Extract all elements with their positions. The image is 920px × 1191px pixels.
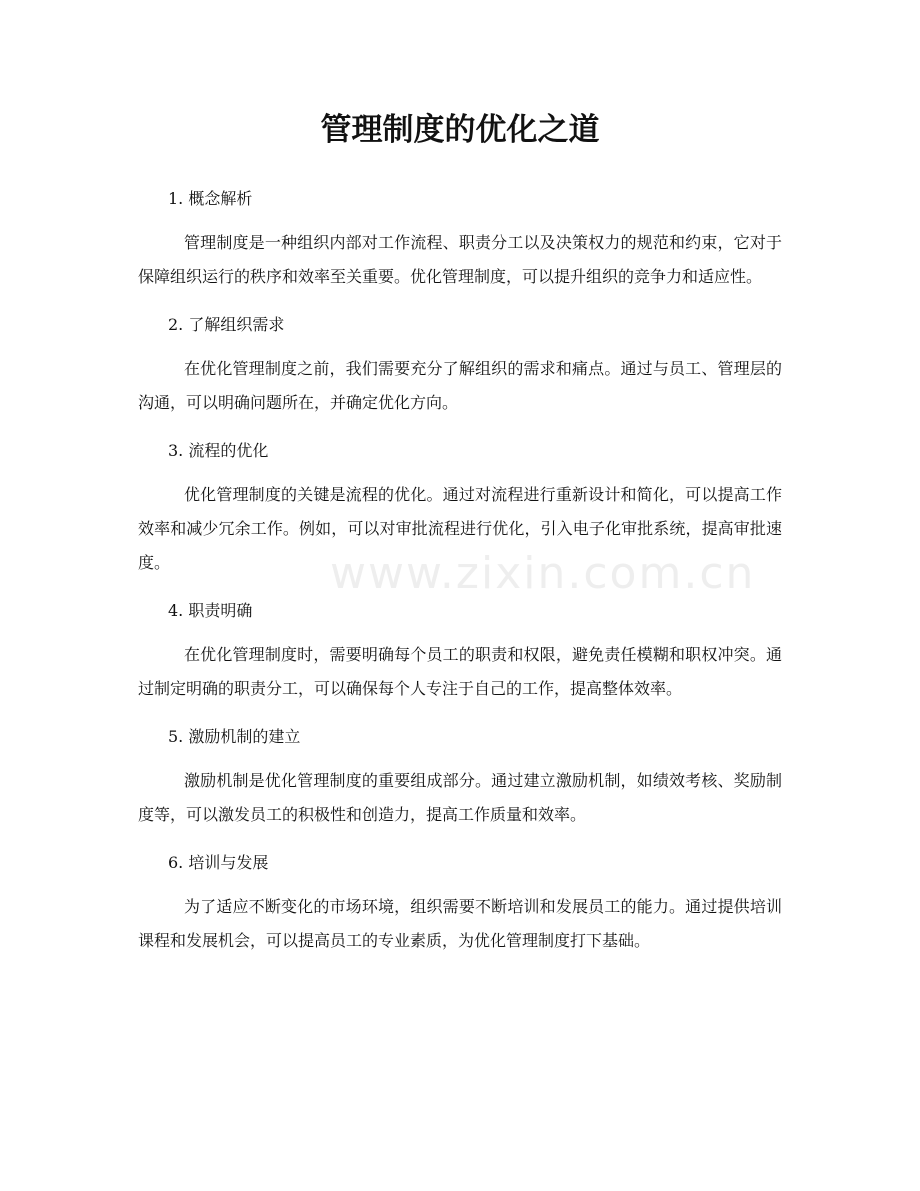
page-title: 管理制度的优化之道 [320,112,600,148]
section-5 [138,720,782,832]
watermark: www.zixin.com.cn [330,548,756,599]
section-paragraph: 优化管理制度的关键是流程的优化。通过对流程进行重新设计和简化，可以提高工作效率和减少冗余工作。例如，可以对审批流程进行优化，引入电子化审批系统，提高审批速度。 [138,485,782,572]
section-heading: 1. 概念解析 [168,189,253,208]
section-2 [138,308,782,420]
section-3 [138,434,782,580]
document-body [138,182,782,972]
section-heading: 6. 培训与发展 [168,853,269,872]
section-paragraph: 在优化管理制度之前，我们需要充分了解组织的需求和痛点。通过与员工、管理层的沟通，可以明确问题所在，并确定优化方向。 [138,359,782,412]
section-paragraph: 管理制度是一种组织内部对工作流程、职责分工以及决策权力的规范和约束，它对于保障组织运行的秩序和效率至关重要。优化管理制度，可以提升组织的竞争力和适应性。 [138,233,782,286]
section-paragraph: 为了适应不断变化的市场环境，组织需要不断培训和发展员工的能力。通过提供培训课程和发展机会，可以提高员工的专业素质，为优化管理制度打下基础。 [138,897,782,950]
section-1 [138,182,782,294]
section-4 [138,594,782,706]
section-paragraph: 在优化管理制度时，需要明确每个员工的职责和权限，避免责任模糊和职权冲突。通过制定明确的职责分工，可以确保每个人专注于自己的工作，提高整体效率。 [138,645,782,698]
section-heading: 4. 职责明确 [168,601,253,620]
section-heading: 2. 了解组织需求 [168,315,285,334]
section-6 [138,846,782,958]
section-heading: 3. 流程的优化 [168,441,269,460]
section-paragraph: 激励机制是优化管理制度的重要组成部分。通过建立激励机制，如绩效考核、奖励制度等，可以激发员工的积极性和创造力，提高工作质量和效率。 [138,771,782,824]
section-heading: 5. 激励机制的建立 [168,727,301,746]
